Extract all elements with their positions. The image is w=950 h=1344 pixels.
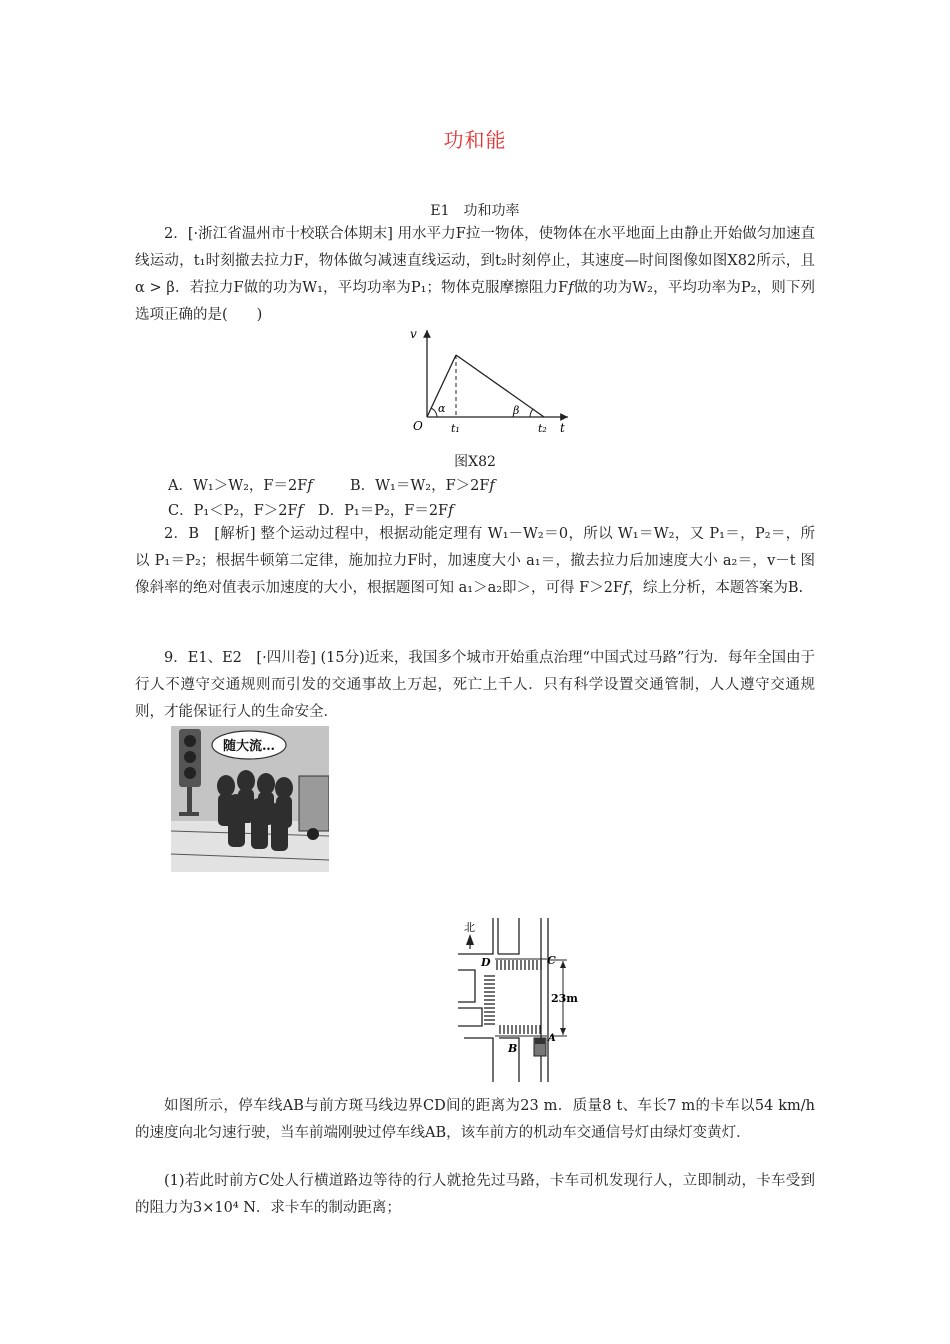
label-o: O <box>413 419 423 433</box>
question-9-sub1: (1)若此时前方C处人行横道路边等待的行人就抢先过马路，卡车司机发现行人，立即制动，卡车受到的阻力为3×10⁴ N．求卡车的制动距离； <box>135 1173 815 1216</box>
question-2-text: 2．[·浙江省温州市十校联合体期末] 用水平力F拉一物体，使物体在水平地面上由静止开始做匀加速直线运动，t₁时刻撤去拉力F，物体做匀减速直线运动，到t₂时刻停止，其速度—时间图像如图X82所示，且 α > β．若拉力F做的功为W₁，平均功率为P₁；物体克服摩擦阻力F𝑓做的功为W₂，平均功率为P₂，则下列选项正确的是( ) <box>135 226 815 323</box>
jaywalking-cartoon <box>171 726 329 872</box>
option-c: C．P₁＜P₂，F＞2F𝑓 <box>168 503 303 519</box>
figure-caption: 图X82 <box>454 454 496 470</box>
question-9-intro: 9．E1、E2 [·四川卷] (15分)近来，我国多个城市开始重点治理“中国式过马路”行为．每年全国由于行人不遵守交通规则而引发的交通事故上万起，死亡上千人．只有科学设置交通管制，人人遵守交通规则，才能保证行人的生命安全． <box>135 650 815 720</box>
vt-graph <box>400 322 580 437</box>
beta-arc <box>530 409 533 417</box>
label-beta: β <box>513 404 520 417</box>
question-9-body: 如图所示，停车线AB与前方斑马线边界CD间的距离为23 m．质量8 t、车长7 m的卡车以54 km/h的速度向北匀速行驶，当车前端刚驶过停车线AB，该车前方的机动车交通信号灯由绿灯变黄灯． <box>135 1098 815 1141</box>
cartoon-bubble-text: 随大流… <box>223 739 276 754</box>
label-distance: 23m <box>551 992 578 1005</box>
label-d: D <box>481 956 491 969</box>
north-label: 北 <box>464 921 475 934</box>
label-t1: t₁ <box>451 422 460 435</box>
option-b: B．W₁＝W₂，F＞2F𝑓 <box>350 478 495 494</box>
section-heading: E1 功和功率 <box>430 203 520 219</box>
intersection-map <box>455 918 585 1086</box>
north-arrow-icon <box>466 934 474 945</box>
label-t: t <box>560 421 565 435</box>
option-a: A．W₁＞W₂，F＝2F𝑓 <box>168 478 313 494</box>
label-t2: t₂ <box>538 422 547 435</box>
decel-segment <box>456 355 544 417</box>
label-v: v <box>410 327 417 341</box>
label-a: A <box>548 1033 556 1044</box>
label-alpha: α <box>438 402 446 415</box>
option-d: D．P₁＝P₂，F＝2F𝑓 <box>318 503 454 519</box>
question-2-answer: 2．B [解析] 整个运动过程中，根据动能定理有 W₁－W₂＝0，所以 W₁＝W₂，又 P₁＝，P₂＝，所以 P₁＝P₂；根据牛顿第二定律，施加拉力F时，加速度大小 a₁＝，撤去拉力后加速度大小 a₂＝，v－t 图像斜率的绝对值表示加速度的大小，根据题图可知 a₁＞a₂即＞，可得 F＞2F𝑓，综上分析，本题答案为B. <box>135 526 815 596</box>
label-b: B <box>508 1042 518 1055</box>
alpha-arc <box>431 408 437 417</box>
document-title: 功和能 <box>443 128 507 152</box>
label-c: C <box>547 954 556 967</box>
